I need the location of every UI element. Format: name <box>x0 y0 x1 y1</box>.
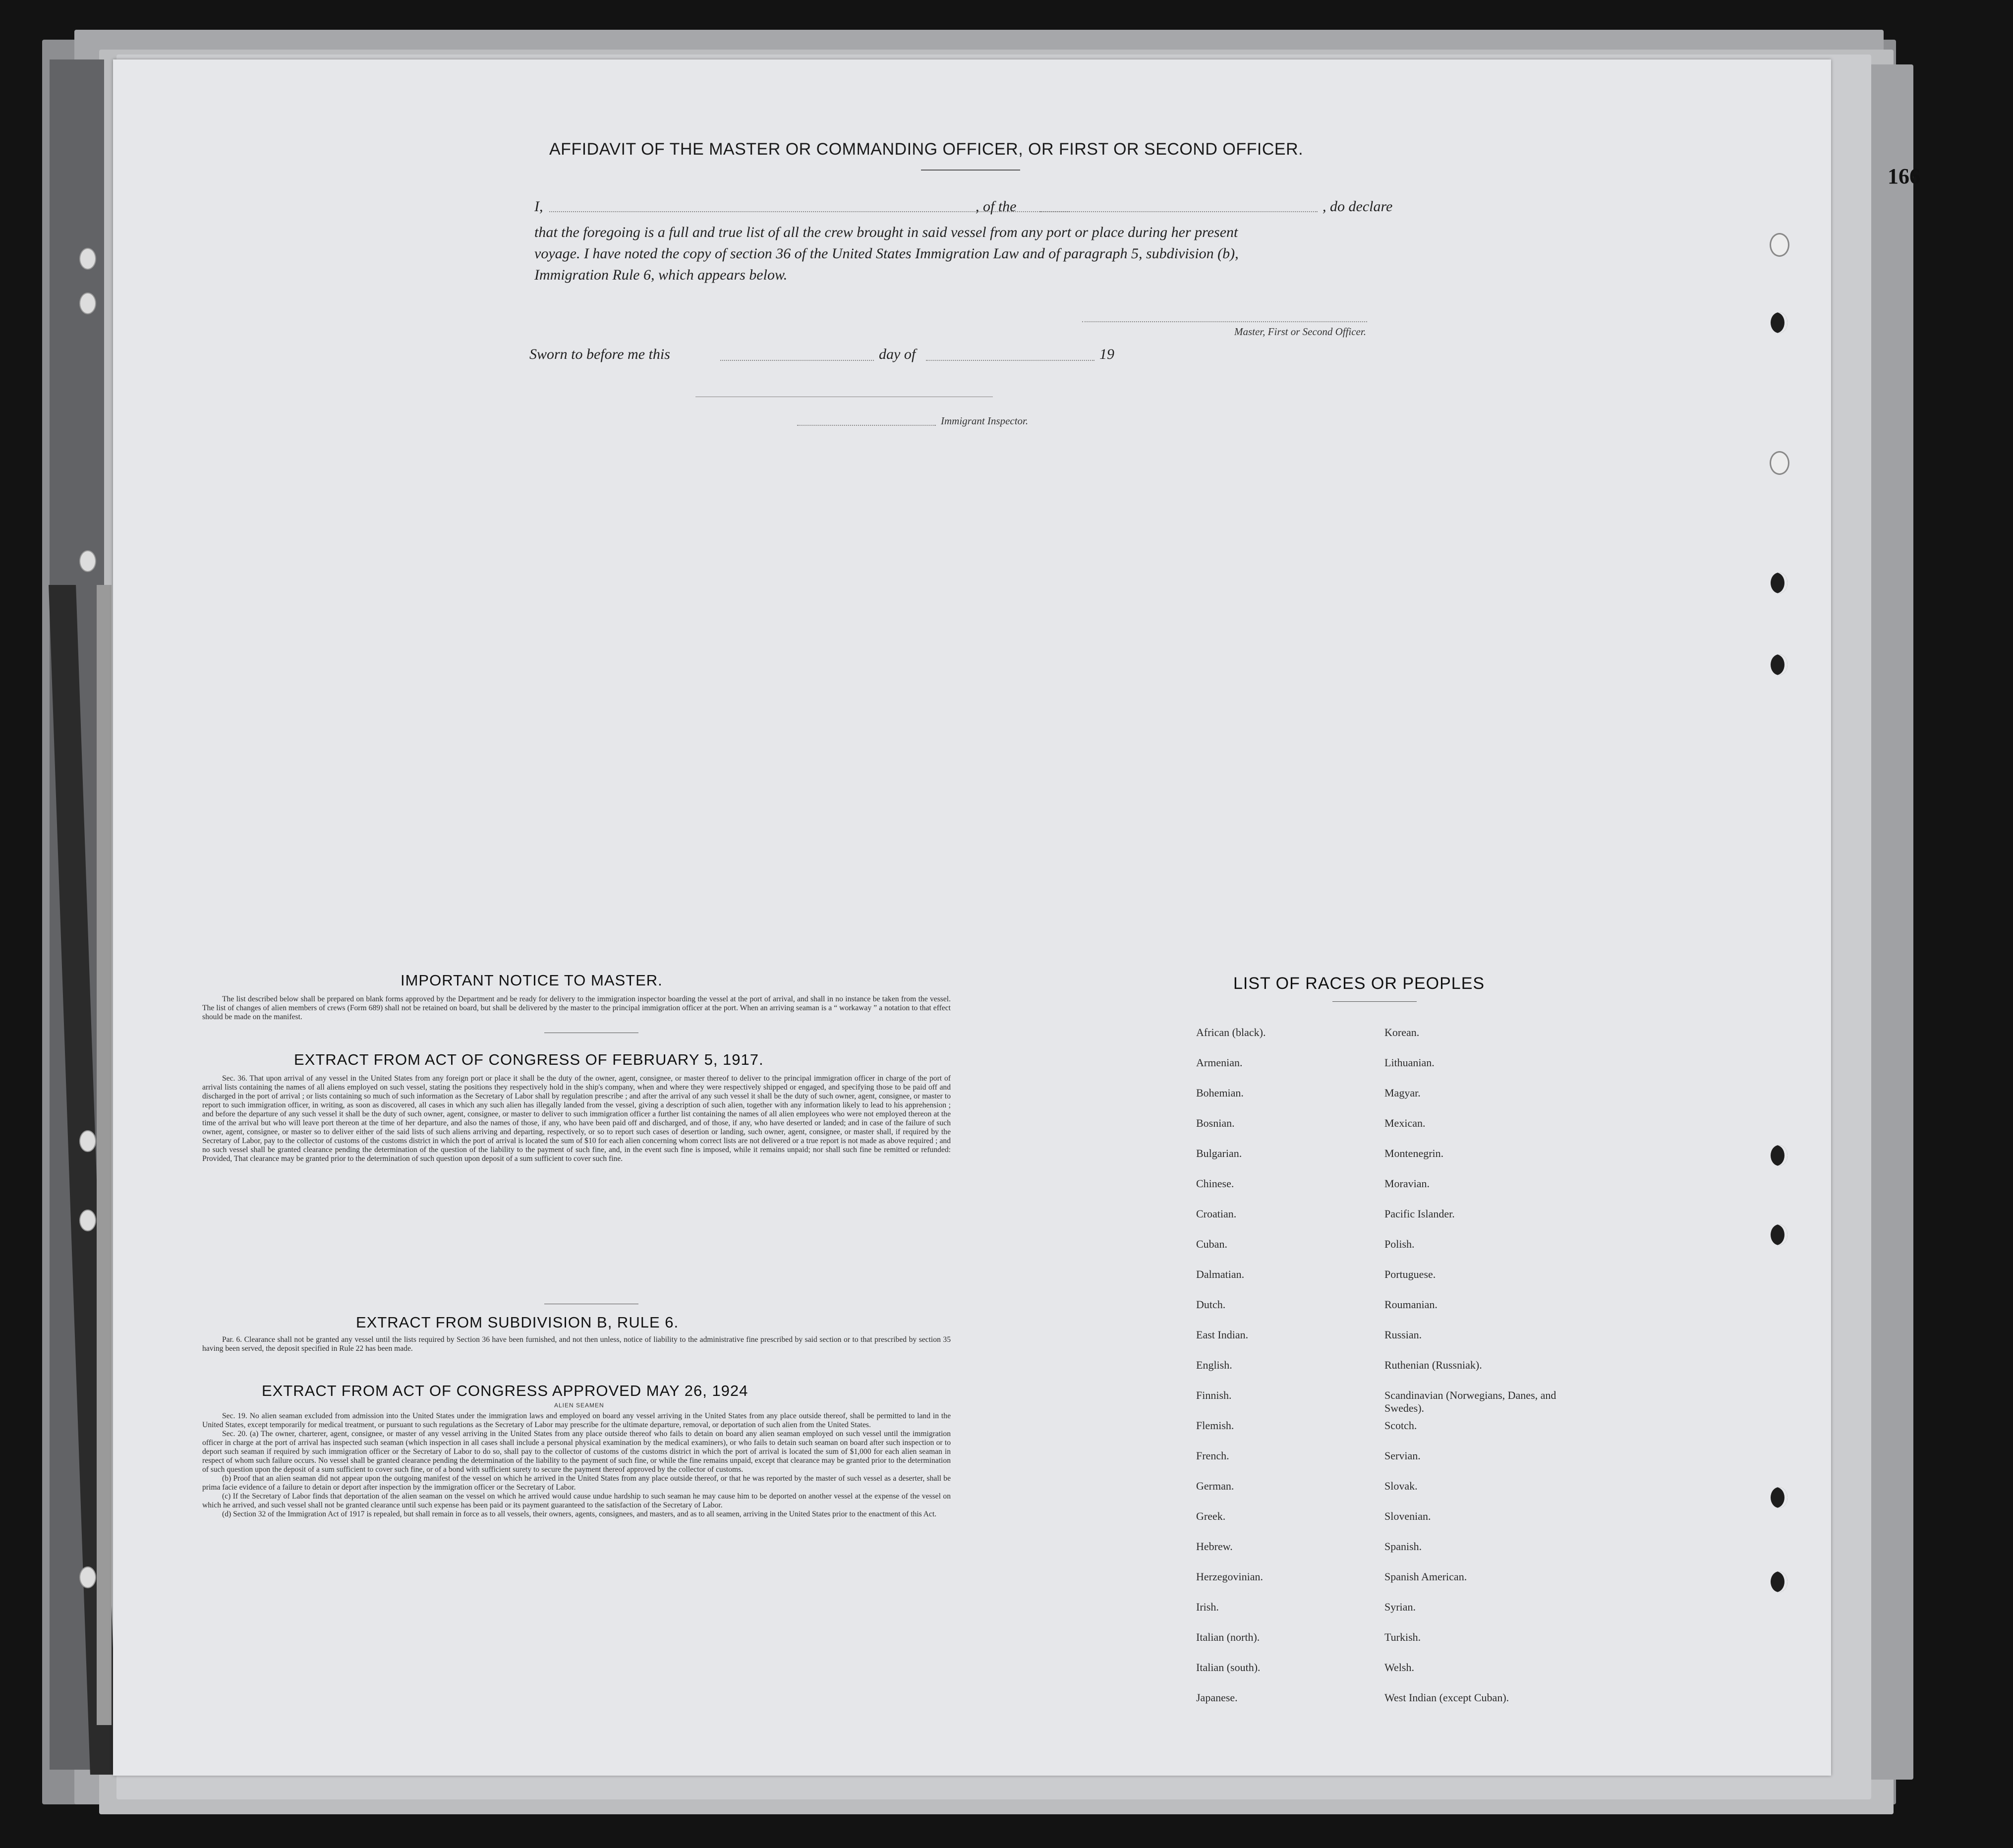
punch-hole <box>1771 1571 1787 1592</box>
race-item: Chinese. <box>1196 1177 1234 1190</box>
race-item: English. <box>1196 1359 1232 1371</box>
race-item: Finnish. <box>1196 1389 1232 1401</box>
race-item: Bohemian. <box>1196 1087 1244 1099</box>
extract-1917-title: EXTRACT FROM ACT OF CONGRESS OF FEBRUARY 5, 1917. <box>294 1051 764 1068</box>
race-item: Ruthenian (Russniak). <box>1384 1359 1482 1371</box>
affidavit-line1-i: I, <box>534 198 543 215</box>
race-item: Herzegovinian. <box>1196 1570 1263 1583</box>
race-item: Moravian. <box>1384 1177 1430 1190</box>
day-of-label: day of <box>879 346 916 362</box>
affidavit-line2: that the foregoing is a full and true list of all the crew brought in said vessel from any port or place during her present <box>534 224 1238 240</box>
punch-hole <box>1770 233 1789 257</box>
race-item: Scandinavian (Norwegians, Danes, and Swedes). <box>1384 1389 1556 1414</box>
punch-hole <box>1771 1487 1787 1508</box>
month-blank <box>926 360 1094 361</box>
race-item: Syrian. <box>1384 1601 1416 1613</box>
day-blank <box>720 360 874 361</box>
punch-hole <box>1771 573 1787 593</box>
punch-hole <box>1771 1145 1787 1166</box>
race-item: Irish. <box>1196 1601 1219 1613</box>
year-prefix: 19 <box>1099 346 1114 362</box>
race-item: Dalmatian. <box>1196 1268 1245 1280</box>
race-item: Mexican. <box>1384 1117 1426 1129</box>
punch-hole <box>1770 451 1789 475</box>
punch-hole <box>1771 1224 1787 1245</box>
extract-1924-title: EXTRACT FROM ACT OF CONGRESS APPROVED MAY 26, 1924 <box>262 1382 748 1399</box>
race-item: Lithuanian. <box>1384 1056 1435 1069</box>
punch-hole <box>1771 654 1787 675</box>
extract-rule6-title: EXTRACT FROM SUBDIVISION B, RULE 6. <box>356 1314 679 1331</box>
race-item: German. <box>1196 1480 1234 1492</box>
race-item: Spanish American. <box>1384 1570 1467 1583</box>
race-item: Welsh. <box>1384 1661 1414 1674</box>
race-item: Russian. <box>1384 1328 1422 1341</box>
race-item: French. <box>1196 1449 1229 1462</box>
race-item: Cuban. <box>1196 1238 1227 1250</box>
punch-hole <box>79 1210 96 1231</box>
race-item: Bulgarian. <box>1196 1147 1242 1159</box>
sec20b-paragraph: (b) Proof that an alien seaman did not appear upon the outgoing manifest of the vessel on which he arrived in the United States from any place outside thereof, or that he was reported by the master of such vessel as a deserter, shall be prima facie evidence of a failure to detain or deport after inspection by the immigration officer or the Secretary of Labor. <box>202 1474 951 1492</box>
race-item: Slovenian. <box>1384 1510 1431 1522</box>
signature-blank <box>1082 321 1367 322</box>
race-item: Portuguese. <box>1384 1268 1436 1280</box>
race-item: Japanese. <box>1196 1691 1238 1704</box>
affidavit-of-the: , of the <box>976 198 1017 215</box>
sworn-label: Sworn to before me this <box>529 346 670 362</box>
punch-hole <box>79 550 96 572</box>
race-item: West Indian (except Cuban). <box>1384 1691 1509 1704</box>
punch-hole <box>79 248 96 270</box>
punch-hole <box>79 292 96 314</box>
sec20d-paragraph: (d) Section 32 of the Immigration Act of 1917 is repealed, but shall remain in force as to all vessels, their owners, agents, consignees, and masters, and as to all seamen, arriving in the United States prior to the enactment of this Act. <box>222 1510 937 1518</box>
race-item: Korean. <box>1384 1026 1420 1039</box>
manifest-page <box>113 59 1920 1776</box>
affidavit-do-declare: , do declare <box>1323 198 1393 215</box>
race-item: Hebrew. <box>1196 1540 1233 1553</box>
punch-hole <box>1771 312 1787 333</box>
notice-title: IMPORTANT NOTICE TO MASTER. <box>401 972 663 989</box>
race-item: Spanish. <box>1384 1540 1422 1553</box>
race-item: Polish. <box>1384 1238 1415 1250</box>
race-item: Slovak. <box>1384 1480 1418 1492</box>
race-item: Servian. <box>1384 1449 1421 1462</box>
sec19-paragraph: Sec. 19. No alien seaman excluded from admission into the United States under the immigration laws and employed on board any vessel arriving in the United States from any place outside thereof, shall be permitted to land in the United States, except temporarily for medical treatment, or pursuant to such regulations as the Secretary of Labor may prescribe for the ultimate departure, removal, or deportation of such alien from the United States. <box>202 1412 951 1429</box>
inspector-label: Immigrant Inspector. <box>941 415 1029 427</box>
race-item: Croatian. <box>1196 1208 1237 1220</box>
race-item: Flemish. <box>1196 1419 1234 1432</box>
race-item: East Indian. <box>1196 1328 1249 1341</box>
title-underline <box>921 170 1020 171</box>
race-item: Bosnian. <box>1196 1117 1235 1129</box>
race-item: Magyar. <box>1384 1087 1421 1099</box>
vessel-blank <box>1040 211 1318 212</box>
page-number: 166 <box>1888 164 1920 188</box>
races-title: LIST OF RACES OR PEOPLES <box>1233 974 1485 993</box>
extract-1917-paragraph: Sec. 36. That upon arrival of any vessel in the United States from any foreign port or place it shall be the duty of the owner, agent, consignee, or master thereof to deliver to the principal immigration officer in charge of the port of arrival lists containing the names of all aliens employed on such vessel, stating the positions they respectively hold in the ship's company, when and where they were respectively shipped or engaged, and specifying those to be paid off and discharged in the port of arrival ; or lists containing so much of such information as the Secretary of Labor shall by regulation prescribe ; and after the arrival of any such vessel it shall be the duty of such owner, agent, consignee, or master to report to such immigration officer, in writing, as soon as discovered, all cases in which any such alien has illegally landed from the vessel, giving a description of such alien, together with any information likely to lead to his apprehension ; and before the departure of any such vessel it shall be the duty of such owner, agent, consignee, or master to deliver to such immigration officer a further list containing the names of all alien employees who were not employed thereon at the time of the arrival but who will leave port thereon at the time of her departure, and also the names of those, if any, who have been paid off and discharged, and of those, if any, who have deserted or landed; and in case of the failure of such owner, agent, consignee, or master so to deliver either of the said lists of such aliens arriving and departing, respectively, or so to report such cases of desertion or landing, such owner, agent, consignee, or master shall, if required by the Secretary of Labor, pay to the collector of customs of the customs district in which the port of arrival is located the sum of $10 for each alien concerning whom correct lists are not delivered or a true report is not made as above required ; and no such vessel shall be granted clearance pending the determination of the question of the liability to the payment of such fine, and, in the event such fine is imposed, while it remains unpaid; nor shall such fine be remitted or refunded: Provided, That clearance may be granted prior to the determination of such question upon deposit of a sum sufficient to cover such fine. <box>202 1074 951 1163</box>
race-item: Scotch. <box>1384 1419 1417 1432</box>
race-item: Greek. <box>1196 1510 1226 1522</box>
race-item: African (black). <box>1196 1026 1266 1039</box>
signature-label: Master, First or Second Officer. <box>1234 326 1366 338</box>
extract-1924-body <box>202 1412 951 1519</box>
race-item: Roumanian. <box>1384 1298 1438 1311</box>
binder-ribbon <box>97 585 112 1725</box>
race-item: Dutch. <box>1196 1298 1226 1311</box>
race-item: Italian (north). <box>1196 1631 1260 1643</box>
sec20c-paragraph: (c) If the Secretary of Labor finds that deportation of the alien seaman on the vessel on which he arrived would cause undue hardship to such seaman he may cause him to be deported on another vessel at the expense of the vessel on which he arrived, and such vessel shall not be granted clearance until such expense has been paid or its payment guaranteed to the satisfaction of the Secretary of Labor. <box>202 1492 951 1509</box>
sec20a-paragraph: Sec. 20. (a) The owner, charterer, agent, consignee, or master of any vessel arriving in the United States from any place outside thereof who fails to detain on board any alien seaman employed on such vessel until the immigration officer in charge at the port of arrival has inspected such seaman (which inspection in all cases shall include a personal physical examination by the medical examiners), or who fails to detain such seaman on board after such inspection or to deport such seaman if required by such immigration officer or the Secretary of Labor to do so, shall pay to the collector of customs of the customs district in which the port of arrival is located the sum of $1,000 for each alien seaman in respect of whom such failure occurs. No vessel shall be granted clearance pending the determination of the liability to the payment of such fine, or while the fine remains unpaid, except that clearance may be granted prior to the determination of such question upon the deposit of a sum sufficient to cover such fine, or of a bond with sufficient surety to secure the payment thereof approved by the collector of customs. <box>202 1430 951 1474</box>
race-item: Armenian. <box>1196 1056 1243 1069</box>
extract-1917-body <box>202 1074 951 1163</box>
extract-rule6-body <box>202 1335 951 1353</box>
punch-hole <box>79 1566 96 1588</box>
race-item: Italian (south). <box>1196 1661 1261 1674</box>
affidavit-line3: voyage. I have noted the copy of section 36 of the United States Immigration Law and of paragraph 5, subdivision (b), <box>534 245 1239 262</box>
notice-body <box>202 995 951 1022</box>
notice-paragraph: The list described below shall be prepared on blank forms approved by the Department and be ready for delivery to the immigration inspector boarding the vessel at the port of arrival, and shall in no instance be taken from the vessel. The list of changes of alien members of crews (Form 689) shall not be retained on board, but shall be delivered by the master to the principal immigration officer at the port. When an arriving seaman is a “ workaway ” a notation to that effect should be made on the manifest. <box>202 995 951 1021</box>
race-item: Pacific Islander. <box>1384 1208 1455 1220</box>
race-item: Turkish. <box>1384 1631 1421 1643</box>
affidavit-title: AFFIDAVIT OF THE MASTER OR COMMANDING OFFICER, OR FIRST OR SECOND OFFICER. <box>549 140 1304 159</box>
punch-hole <box>79 1130 96 1152</box>
race-item: Montenegrin. <box>1384 1147 1444 1159</box>
races-title-underline <box>1332 1001 1417 1002</box>
extract-rule6-paragraph: Par. 6. Clearance shall not be granted any vessel until the lists required by Section 36 have been furnished, and not then unless, notice of liability to the administrative fine prescribed by said section or to that prescribed by section 35 having been served, the deposit specified in Rule 22 has been made. <box>202 1335 951 1353</box>
inspector-blank <box>797 425 936 426</box>
affidavit-line4: Immigration Rule 6, which appears below. <box>534 267 788 283</box>
alien-seamen-subtitle: ALIEN SEAMEN <box>554 1402 604 1409</box>
